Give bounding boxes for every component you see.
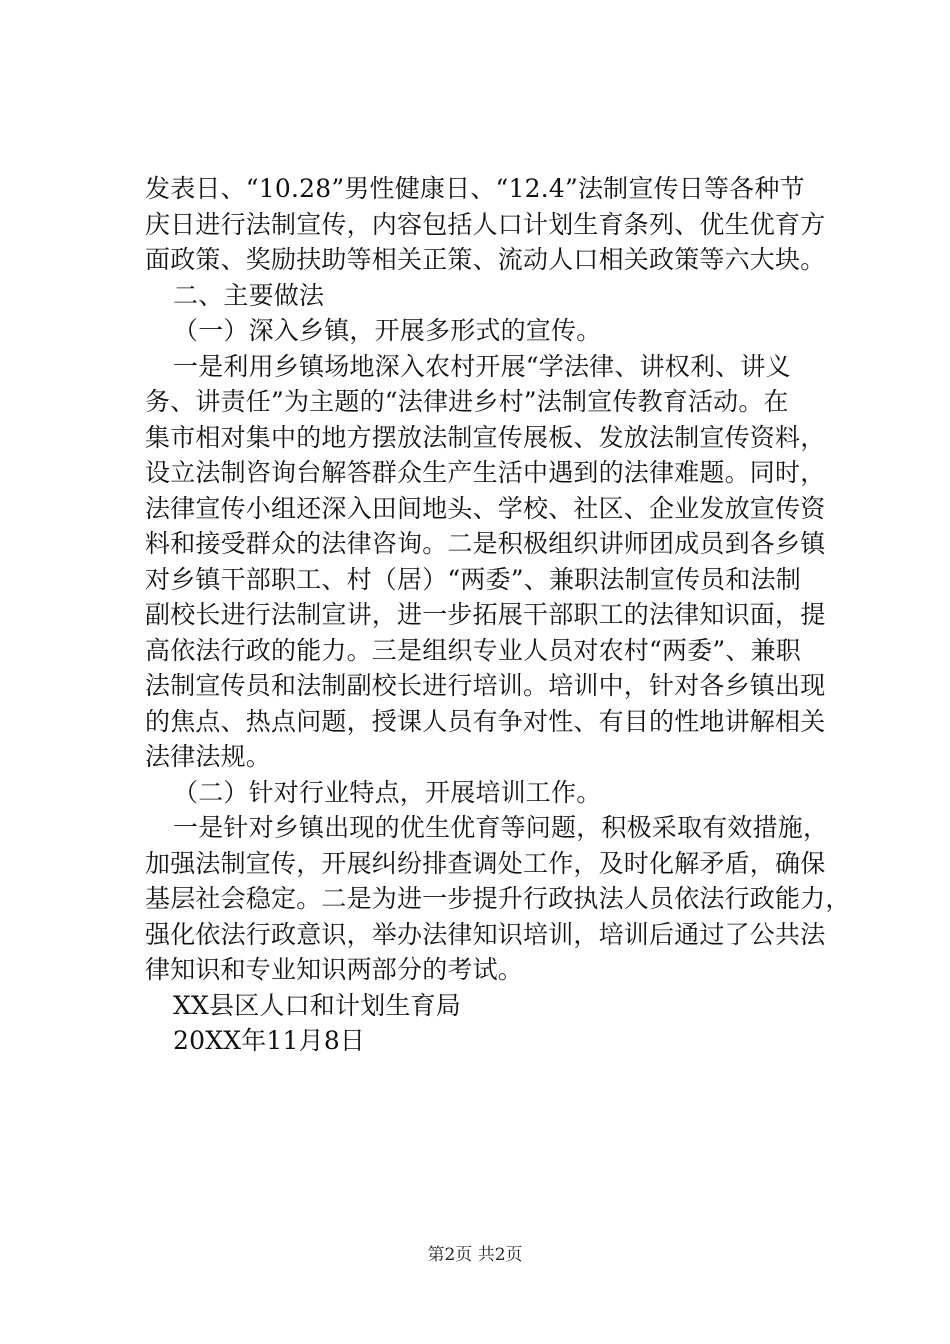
signature-date: 20XX年11月8日 — [173, 1026, 366, 1055]
text-line-8: 集市相对集中的地方摆放法制宣传展板、发放法制宣传资料， — [145, 422, 826, 452]
text-line-11: 料和接受群众的法律咨询。二是积极组织讲师团成员到各乡镇 — [145, 529, 826, 558]
subsection-heading-2: （二）针对行业特点，开展培训工作。 — [173, 777, 602, 807]
subsection-heading-1: （一）深入乡镇，开展多形式的宣传。 — [173, 316, 602, 345]
text-line-23: 律知识和专业知识两部分的考试。 — [145, 955, 524, 984]
text-line-2: 庆日进行法制宣传，内容包括人口计划生育条列、优生优育方 — [145, 209, 826, 239]
text-line-13: 副校长进行法制宣讲，进一步拓展干部职工的法律知识面，提 — [145, 600, 826, 629]
text-line-1: 发表日、“10.28”男性健康日、“12.4”法制宣传日等各种节 — [145, 174, 805, 203]
section-heading-main-practices: 二、主要做法 — [173, 280, 325, 310]
page-number-footer: 第2页 共2页 — [427, 1245, 523, 1265]
text-line-14: 高依法行政的能力。三是组织专业人员对农村“两委”、兼职 — [145, 635, 801, 665]
text-line-21: 基层社会稳定。二是为进一步提升行政执法人员依法行政能力， — [145, 884, 851, 913]
text-line-16: 的焦点、热点问题，授课人员有争对性、有目的性地讲解相关 — [145, 706, 826, 736]
document-body — [145, 171, 851, 1059]
text-line-10: 法律宣传小组还深入田间地头、学校、社区、企业发放宣传资 — [145, 493, 826, 523]
text-line-15: 法制宣传员和法制副校长进行培训。培训中，针对各乡镇出现 — [145, 671, 826, 700]
text-line-9: 设立法制咨询台解答群众生产生活中遇到的法律难题。同时， — [145, 458, 826, 487]
text-line-6: 一是利用乡镇场地深入农村开展“学法律、讲权利、讲义 — [173, 351, 791, 381]
signature-organization: XX县区人口和计划生育局 — [173, 990, 461, 1020]
text-line-19: 一是针对乡镇出现的优生优育等问题，积极采取有效措施， — [173, 813, 829, 842]
text-line-20: 加强法制宣传，开展纠纷排查调处工作，及时化解矛盾，确保 — [145, 848, 826, 878]
text-line-3: 面政策、奖励扶助等相关正策、流动人口相关政策等六大块。 — [145, 245, 826, 274]
text-line-7: 务、讲责任”为主题的“法律进乡村”法制宣传教育活动。在 — [145, 387, 789, 416]
text-line-12: 对乡镇干部职工、村（居）“两委”、兼职法制宣传员和法制 — [145, 564, 801, 594]
text-line-17: 法律法规。 — [145, 742, 272, 771]
text-line-22: 强化依法行政意识，举办法律知识培训，培训后通过了公共法 — [145, 919, 826, 949]
